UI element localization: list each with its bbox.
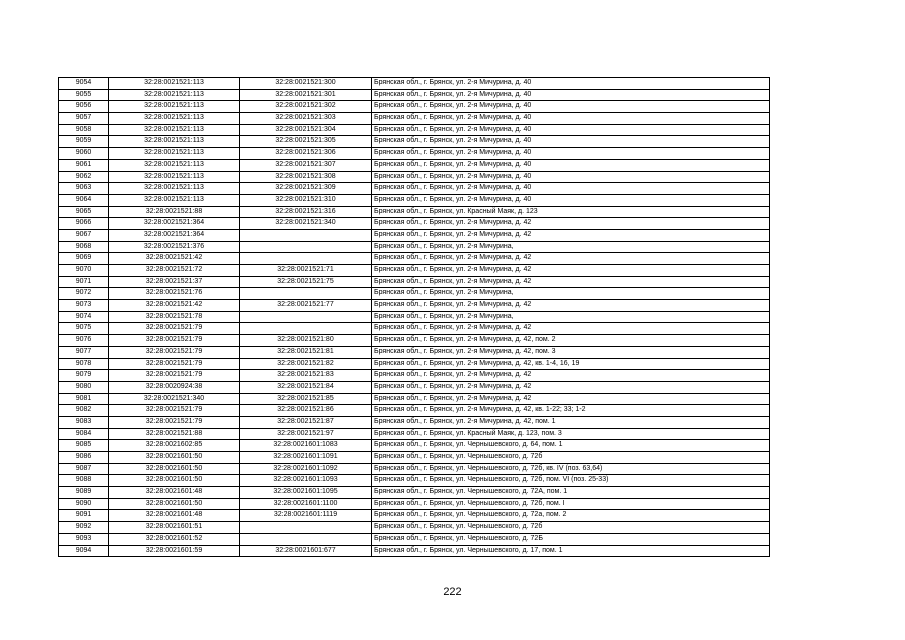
object-cadastral-number-cell: 32:28:0021521:316 bbox=[240, 206, 372, 218]
parcel-cadastral-number-cell: 32:28:0021521:113 bbox=[109, 101, 240, 113]
object-cadastral-number-cell: 32:28:0021521:75 bbox=[240, 276, 372, 288]
table-row bbox=[59, 381, 770, 393]
row-number-cell: 9054 bbox=[59, 78, 109, 90]
object-cadastral-number-cell: 32:28:0021521:97 bbox=[240, 428, 372, 440]
object-cadastral-number-cell: 32:28:0021521:86 bbox=[240, 405, 372, 417]
address-cell: Брянская обл., г. Брянск, ул. Чернышевского, д. 72б bbox=[372, 522, 770, 534]
row-number-cell: 9093 bbox=[59, 533, 109, 545]
row-number-cell: 9075 bbox=[59, 323, 109, 335]
parcel-cadastral-number-cell: 32:28:0021521:76 bbox=[109, 288, 240, 300]
parcel-cadastral-number-cell: 32:28:0021521:79 bbox=[109, 358, 240, 370]
parcel-cadastral-number-cell: 32:28:0021521:79 bbox=[109, 405, 240, 417]
row-number-cell: 9090 bbox=[59, 498, 109, 510]
table-row bbox=[59, 311, 770, 323]
table-body bbox=[59, 78, 770, 557]
object-cadastral-number-cell: 32:28:0021521:85 bbox=[240, 393, 372, 405]
row-number-cell: 9084 bbox=[59, 428, 109, 440]
row-number-cell: 9087 bbox=[59, 463, 109, 475]
row-number-cell: 9091 bbox=[59, 510, 109, 522]
address-cell: Брянская обл., г. Брянск, ул. 2-я Мичурина, д. 42, пом. 3 bbox=[372, 346, 770, 358]
row-number-cell: 9063 bbox=[59, 183, 109, 195]
object-cadastral-number-cell: 32:28:0021601:1093 bbox=[240, 475, 372, 487]
row-number-cell: 9088 bbox=[59, 475, 109, 487]
address-cell: Брянская обл., г. Брянск, ул. Чернышевского, д. 17, пом. 1 bbox=[372, 545, 770, 557]
row-number-cell: 9082 bbox=[59, 405, 109, 417]
table-row bbox=[59, 323, 770, 335]
object-cadastral-number-cell bbox=[240, 229, 372, 241]
parcel-cadastral-number-cell: 32:28:0021521:79 bbox=[109, 370, 240, 382]
object-cadastral-number-cell: 32:28:0021521:307 bbox=[240, 159, 372, 171]
address-cell: Брянская обл., г. Брянск, ул. 2-я Мичурина, д. 42 bbox=[372, 370, 770, 382]
address-cell: Брянская обл., г. Брянск, ул. 2-я Мичурина, д. 42 bbox=[372, 300, 770, 312]
row-number-cell: 9058 bbox=[59, 124, 109, 136]
table-row bbox=[59, 335, 770, 347]
address-cell: Брянская обл., г. Брянск, ул. Чернышевского, д. 72б, кв. IV (поз. 63,64) bbox=[372, 463, 770, 475]
address-cell: Брянская обл., г. Брянск, ул. Чернышевского, д. 72А, пом. 1 bbox=[372, 487, 770, 499]
object-cadastral-number-cell bbox=[240, 311, 372, 323]
object-cadastral-number-cell: 32:28:0021601:677 bbox=[240, 545, 372, 557]
row-number-cell: 9092 bbox=[59, 522, 109, 534]
address-cell: Брянская обл., г. Брянск, ул. 2-я Мичурина, д. 42 bbox=[372, 218, 770, 230]
address-cell: Брянская обл., г. Брянск, ул. 2-я Мичурина, bbox=[372, 288, 770, 300]
row-number-cell: 9078 bbox=[59, 358, 109, 370]
object-cadastral-number-cell bbox=[240, 522, 372, 534]
address-cell: Брянская обл., г. Брянск, ул. 2-я Мичурина, д. 40 bbox=[372, 183, 770, 195]
object-cadastral-number-cell: 32:28:0021601:1119 bbox=[240, 510, 372, 522]
row-number-cell: 9071 bbox=[59, 276, 109, 288]
parcel-cadastral-number-cell: 32:28:0021521:72 bbox=[109, 265, 240, 277]
parcel-cadastral-number-cell: 32:28:0021521:113 bbox=[109, 78, 240, 90]
page-number: 222 bbox=[443, 586, 462, 598]
parcel-cadastral-number-cell: 32:28:0021521:79 bbox=[109, 416, 240, 428]
table-row bbox=[59, 533, 770, 545]
object-cadastral-number-cell: 32:28:0021521:302 bbox=[240, 101, 372, 113]
address-cell: Брянская обл., г. Брянск, ул. 2-я Мичурина, д. 42 bbox=[372, 381, 770, 393]
row-number-cell: 9094 bbox=[59, 545, 109, 557]
object-cadastral-number-cell: 32:28:0021601:1083 bbox=[240, 440, 372, 452]
table-row bbox=[59, 101, 770, 113]
table-row bbox=[59, 510, 770, 522]
table-row bbox=[59, 300, 770, 312]
address-cell: Брянская обл., г. Брянск, ул. Красный Маяк, д. 123, пом. 3 bbox=[372, 428, 770, 440]
object-cadastral-number-cell: 32:28:0021521:83 bbox=[240, 370, 372, 382]
table-row bbox=[59, 370, 770, 382]
address-cell: Брянская обл., г. Брянск, ул. 2-я Мичурина, д. 42, кв. 1-4, 16, 19 bbox=[372, 358, 770, 370]
table-row bbox=[59, 288, 770, 300]
parcel-cadastral-number-cell: 32:28:0021521:340 bbox=[109, 393, 240, 405]
address-cell: Брянская обл., г. Брянск, ул. 2-я Мичурина, д. 40 bbox=[372, 194, 770, 206]
parcel-cadastral-number-cell: 32:28:0021601:52 bbox=[109, 533, 240, 545]
table-row bbox=[59, 416, 770, 428]
object-cadastral-number-cell: 32:28:0021601:1100 bbox=[240, 498, 372, 510]
object-cadastral-number-cell: 32:28:0021521:300 bbox=[240, 78, 372, 90]
row-number-cell: 9066 bbox=[59, 218, 109, 230]
table-row bbox=[59, 475, 770, 487]
row-number-cell: 9072 bbox=[59, 288, 109, 300]
row-number-cell: 9065 bbox=[59, 206, 109, 218]
table-row bbox=[59, 428, 770, 440]
object-cadastral-number-cell bbox=[240, 241, 372, 253]
parcel-cadastral-number-cell: 32:28:0021521:113 bbox=[109, 183, 240, 195]
parcel-cadastral-number-cell: 32:28:0021521:113 bbox=[109, 113, 240, 125]
object-cadastral-number-cell: 32:28:0021521:308 bbox=[240, 171, 372, 183]
parcel-cadastral-number-cell: 32:28:0021521:78 bbox=[109, 311, 240, 323]
address-cell: Брянская обл., г. Брянск, ул. 2-я Мичурина, д. 40 bbox=[372, 89, 770, 101]
table-row bbox=[59, 265, 770, 277]
parcel-cadastral-number-cell: 32:28:0021521:113 bbox=[109, 171, 240, 183]
address-cell: Брянская обл., г. Брянск, ул. 2-я Мичурина, bbox=[372, 311, 770, 323]
object-cadastral-number-cell: 32:28:0021521:309 bbox=[240, 183, 372, 195]
table-row bbox=[59, 89, 770, 101]
parcel-cadastral-number-cell: 32:28:0021521:42 bbox=[109, 253, 240, 265]
row-number-cell: 9056 bbox=[59, 101, 109, 113]
cadastral-table bbox=[58, 77, 770, 557]
parcel-cadastral-number-cell: 32:28:0021521:376 bbox=[109, 241, 240, 253]
address-cell: Брянская обл., г. Брянск, ул. 2-я Мичурина, д. 42, пом. 1 bbox=[372, 416, 770, 428]
address-cell: Брянская обл., г. Брянск, ул. Чернышевского, д. 72б, пом. I bbox=[372, 498, 770, 510]
row-number-cell: 9086 bbox=[59, 452, 109, 464]
row-number-cell: 9077 bbox=[59, 346, 109, 358]
address-cell: Брянская обл., г. Брянск, ул. 2-я Мичурина, д. 40 bbox=[372, 159, 770, 171]
object-cadastral-number-cell: 32:28:0021521:303 bbox=[240, 113, 372, 125]
address-cell: Брянская обл., г. Брянск, ул. 2-я Мичурина, д. 42 bbox=[372, 276, 770, 288]
address-cell: Брянская обл., г. Брянск, ул. Чернышевского, д. 72а, пом. 2 bbox=[372, 510, 770, 522]
row-number-cell: 9070 bbox=[59, 265, 109, 277]
table-row bbox=[59, 253, 770, 265]
parcel-cadastral-number-cell: 32:28:0021601:50 bbox=[109, 452, 240, 464]
table-row bbox=[59, 463, 770, 475]
table-row bbox=[59, 452, 770, 464]
object-cadastral-number-cell: 32:28:0021521:306 bbox=[240, 148, 372, 160]
parcel-cadastral-number-cell: 32:28:0021521:79 bbox=[109, 323, 240, 335]
parcel-cadastral-number-cell: 32:28:0021601:59 bbox=[109, 545, 240, 557]
row-number-cell: 9074 bbox=[59, 311, 109, 323]
row-number-cell: 9062 bbox=[59, 171, 109, 183]
address-cell: Брянская обл., г. Брянск, ул. 2-я Мичурина, д. 40 bbox=[372, 136, 770, 148]
row-number-cell: 9089 bbox=[59, 487, 109, 499]
table-row bbox=[59, 78, 770, 90]
address-cell: Брянская обл., г. Брянск, ул. 2-я Мичурина, д. 42 bbox=[372, 323, 770, 335]
object-cadastral-number-cell: 32:28:0021521:77 bbox=[240, 300, 372, 312]
row-number-cell: 9067 bbox=[59, 229, 109, 241]
address-cell: Брянская обл., г. Брянск, ул. Чернышевского, д. 72б bbox=[372, 452, 770, 464]
row-number-cell: 9076 bbox=[59, 335, 109, 347]
table-row bbox=[59, 113, 770, 125]
object-cadastral-number-cell: 32:28:0021521:84 bbox=[240, 381, 372, 393]
object-cadastral-number-cell: 32:28:0021601:1092 bbox=[240, 463, 372, 475]
parcel-cadastral-number-cell: 32:28:0021602:85 bbox=[109, 440, 240, 452]
parcel-cadastral-number-cell: 32:28:0021521:88 bbox=[109, 428, 240, 440]
table-row bbox=[59, 346, 770, 358]
address-cell: Брянская обл., г. Брянск, ул. Чернышевского, д. 72б, пом. VI (поз. 25-33) bbox=[372, 475, 770, 487]
address-cell: Брянская обл., г. Брянск, ул. 2-я Мичурина, д. 42, пом. 2 bbox=[372, 335, 770, 347]
address-cell: Брянская обл., г. Брянск, ул. Чернышевского, д. 72Б bbox=[372, 533, 770, 545]
table-row bbox=[59, 522, 770, 534]
address-cell: Брянская обл., г. Брянск, ул. 2-я Мичурина, д. 40 bbox=[372, 148, 770, 160]
parcel-cadastral-number-cell: 32:28:0021601:48 bbox=[109, 487, 240, 499]
address-cell: Брянская обл., г. Брянск, ул. 2-я Мичурина, bbox=[372, 241, 770, 253]
parcel-cadastral-number-cell: 32:28:0021521:113 bbox=[109, 89, 240, 101]
table-row bbox=[59, 136, 770, 148]
table-row bbox=[59, 159, 770, 171]
row-number-cell: 9079 bbox=[59, 370, 109, 382]
table-row bbox=[59, 487, 770, 499]
object-cadastral-number-cell bbox=[240, 533, 372, 545]
object-cadastral-number-cell: 32:28:0021601:1091 bbox=[240, 452, 372, 464]
table-row bbox=[59, 405, 770, 417]
parcel-cadastral-number-cell: 32:28:0021521:113 bbox=[109, 124, 240, 136]
table-row bbox=[59, 276, 770, 288]
table-row bbox=[59, 498, 770, 510]
table-row bbox=[59, 393, 770, 405]
parcel-cadastral-number-cell: 32:28:0021521:37 bbox=[109, 276, 240, 288]
table-row bbox=[59, 171, 770, 183]
row-number-cell: 9073 bbox=[59, 300, 109, 312]
row-number-cell: 9061 bbox=[59, 159, 109, 171]
parcel-cadastral-number-cell: 32:28:0021601:51 bbox=[109, 522, 240, 534]
row-number-cell: 9081 bbox=[59, 393, 109, 405]
parcel-cadastral-number-cell: 32:28:0021521:364 bbox=[109, 218, 240, 230]
object-cadastral-number-cell: 32:28:0021601:1095 bbox=[240, 487, 372, 499]
table-row bbox=[59, 229, 770, 241]
object-cadastral-number-cell bbox=[240, 288, 372, 300]
object-cadastral-number-cell: 32:28:0021521:71 bbox=[240, 265, 372, 277]
table-row bbox=[59, 358, 770, 370]
parcel-cadastral-number-cell: 32:28:0021521:113 bbox=[109, 148, 240, 160]
parcel-cadastral-number-cell: 32:28:0021521:79 bbox=[109, 346, 240, 358]
parcel-cadastral-number-cell: 32:28:0021521:364 bbox=[109, 229, 240, 241]
object-cadastral-number-cell: 32:28:0021521:82 bbox=[240, 358, 372, 370]
object-cadastral-number-cell: 32:28:0021521:301 bbox=[240, 89, 372, 101]
object-cadastral-number-cell bbox=[240, 323, 372, 335]
parcel-cadastral-number-cell: 32:28:0021521:42 bbox=[109, 300, 240, 312]
address-cell: Брянская обл., г. Брянск, ул. 2-я Мичурина, д. 40 bbox=[372, 171, 770, 183]
address-cell: Брянская обл., г. Брянск, ул. 2-я Мичурина, д. 42, кв. 1-22; 33; 1-2 bbox=[372, 405, 770, 417]
row-number-cell: 9055 bbox=[59, 89, 109, 101]
object-cadastral-number-cell: 32:28:0021521:80 bbox=[240, 335, 372, 347]
parcel-cadastral-number-cell: 32:28:0021601:48 bbox=[109, 510, 240, 522]
table-row bbox=[59, 241, 770, 253]
table-row bbox=[59, 440, 770, 452]
row-number-cell: 9080 bbox=[59, 381, 109, 393]
table-row bbox=[59, 148, 770, 160]
object-cadastral-number-cell: 32:28:0021521:340 bbox=[240, 218, 372, 230]
object-cadastral-number-cell: 32:28:0021521:304 bbox=[240, 124, 372, 136]
table-row bbox=[59, 183, 770, 195]
table-row bbox=[59, 218, 770, 230]
address-cell: Брянская обл., г. Брянск, ул. 2-я Мичурина, д. 42 bbox=[372, 265, 770, 277]
parcel-cadastral-number-cell: 32:28:0021521:79 bbox=[109, 335, 240, 347]
object-cadastral-number-cell: 32:28:0021521:87 bbox=[240, 416, 372, 428]
row-number-cell: 9060 bbox=[59, 148, 109, 160]
row-number-cell: 9068 bbox=[59, 241, 109, 253]
parcel-cadastral-number-cell: 32:28:0021601:50 bbox=[109, 498, 240, 510]
parcel-cadastral-number-cell: 32:28:0020924:38 bbox=[109, 381, 240, 393]
row-number-cell: 9083 bbox=[59, 416, 109, 428]
address-cell: Брянская обл., г. Брянск, ул. 2-я Мичурина, д. 42 bbox=[372, 393, 770, 405]
address-cell: Брянская обл., г. Брянск, ул. 2-я Мичурина, д. 40 bbox=[372, 113, 770, 125]
object-cadastral-number-cell bbox=[240, 253, 372, 265]
table-row bbox=[59, 194, 770, 206]
parcel-cadastral-number-cell: 32:28:0021521:88 bbox=[109, 206, 240, 218]
row-number-cell: 9059 bbox=[59, 136, 109, 148]
table-row bbox=[59, 545, 770, 557]
parcel-cadastral-number-cell: 32:28:0021601:50 bbox=[109, 463, 240, 475]
row-number-cell: 9069 bbox=[59, 253, 109, 265]
address-cell: Брянская обл., г. Брянск, ул. 2-я Мичурина, д. 40 bbox=[372, 124, 770, 136]
row-number-cell: 9064 bbox=[59, 194, 109, 206]
parcel-cadastral-number-cell: 32:28:0021521:113 bbox=[109, 136, 240, 148]
parcel-cadastral-number-cell: 32:28:0021601:50 bbox=[109, 475, 240, 487]
table-row bbox=[59, 206, 770, 218]
address-cell: Брянская обл., г. Брянск, ул. 2-я Мичурина, д. 42 bbox=[372, 253, 770, 265]
object-cadastral-number-cell: 32:28:0021521:305 bbox=[240, 136, 372, 148]
address-cell: Брянская обл., г. Брянск, ул. Красный Маяк, д. 123 bbox=[372, 206, 770, 218]
object-cadastral-number-cell: 32:28:0021521:310 bbox=[240, 194, 372, 206]
object-cadastral-number-cell: 32:28:0021521:81 bbox=[240, 346, 372, 358]
parcel-cadastral-number-cell: 32:28:0021521:113 bbox=[109, 194, 240, 206]
row-number-cell: 9085 bbox=[59, 440, 109, 452]
address-cell: Брянская обл., г. Брянск, ул. 2-я Мичурина, д. 40 bbox=[372, 78, 770, 90]
parcel-cadastral-number-cell: 32:28:0021521:113 bbox=[109, 159, 240, 171]
address-cell: Брянская обл., г. Брянск, ул. 2-я Мичурина, д. 40 bbox=[372, 101, 770, 113]
table-row bbox=[59, 124, 770, 136]
address-cell: Брянская обл., г. Брянск, ул. 2-я Мичурина, д. 42 bbox=[372, 229, 770, 241]
row-number-cell: 9057 bbox=[59, 113, 109, 125]
address-cell: Брянская обл., г. Брянск, ул. Чернышевского, д. 64, пом. 1 bbox=[372, 440, 770, 452]
